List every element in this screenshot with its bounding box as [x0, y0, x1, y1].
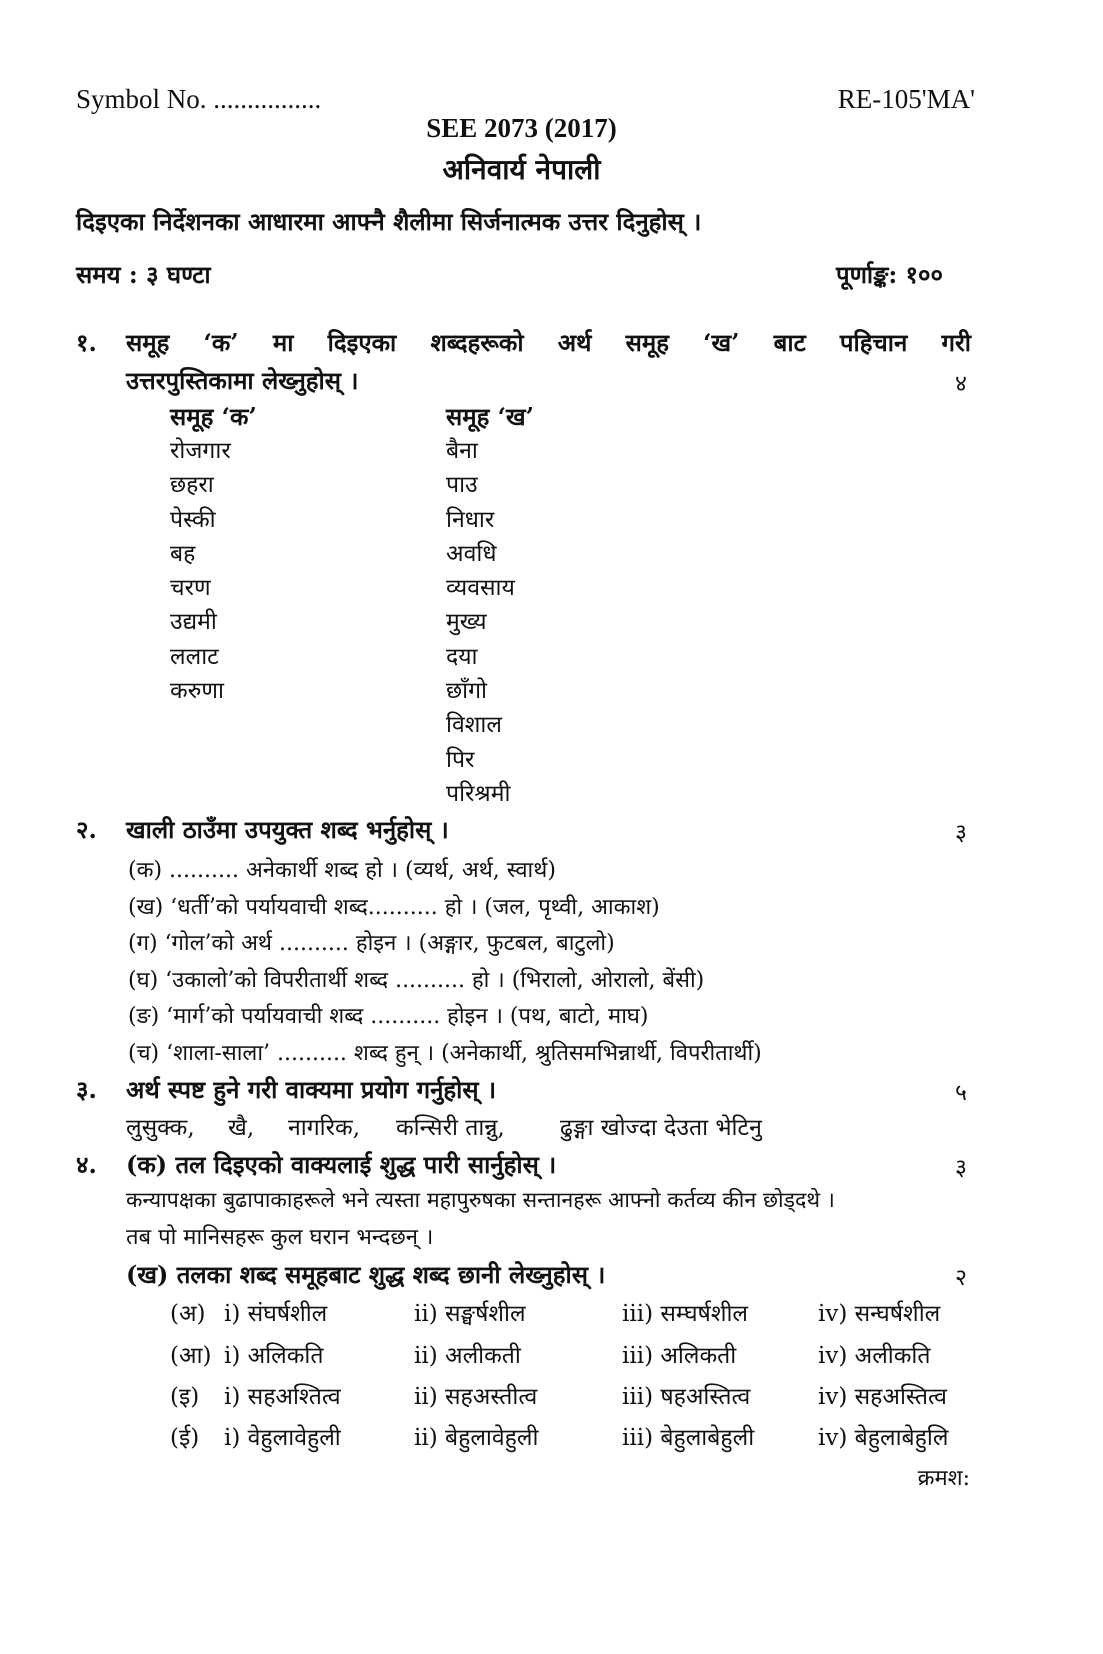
group-b-item: पाउ — [446, 472, 478, 499]
q4b-option: iv) अलीकति — [818, 1343, 931, 1369]
group-b-list — [446, 434, 515, 811]
group-b-item: पिर — [446, 746, 475, 773]
group-a-title: समूह ‘क’ — [170, 402, 257, 431]
continued-note: क्रमश: — [917, 1466, 970, 1491]
group-a-item: बह — [170, 540, 196, 567]
group-b-item: व्यवसाय — [446, 575, 515, 602]
group-b-item: बैना — [446, 438, 478, 464]
q4-number: ४. — [76, 1150, 97, 1179]
q4b-option: iii) बेहुलाबेहुली — [622, 1425, 755, 1451]
q4a-title: (क) तल दिइएको वाक्यलाई शुद्ध पारी सार्नुहोस् । — [126, 1150, 557, 1179]
time-allowed: समय : ३ घण्टा — [76, 260, 211, 289]
full-marks: पूर्णाङ्क: १०० — [835, 260, 943, 289]
q4b-option: iii) षहअस्तित्व — [622, 1384, 751, 1410]
q2-text: खाली ठाउँमा उपयुक्त शब्द भर्नुहोस् । — [126, 815, 449, 844]
q4b-option: iv) सन्घर्षशील — [818, 1301, 941, 1327]
q2-item: (घ) ‘उकालो’को विपरीतार्थी शब्द .......... हो । (भिरालो, ओरालो, बेंसी) — [128, 967, 705, 993]
group-a-item: पेस्की — [170, 506, 216, 533]
q3-text: अर्थ स्पष्ट हुने गरी वाक्यमा प्रयोग गर्नुहोस् । — [126, 1075, 497, 1104]
group-a-item: चरण — [170, 575, 211, 602]
subject-title: अनिवार्य नेपाली — [442, 153, 601, 186]
group-a-item: उद्यमी — [170, 609, 217, 636]
group-b-title: समूह ‘ख’ — [446, 402, 535, 431]
q4b-option: ii) बेहुलावेहुली — [414, 1425, 539, 1451]
q2-item: (ख) ‘धर्ती’को पर्यायवाची शब्द.......... हो । (जल, पृथ्वी, आकाश) — [128, 894, 660, 920]
q2-item: (ग) ‘गोल’को अर्थ .......... होइन । (अङ्गार, फुटबल, बाटुलो) — [128, 931, 615, 957]
group-b-item: दया — [446, 643, 478, 670]
group-b-item: निधार — [446, 506, 495, 533]
q3-word: लुसुक्क, — [126, 1115, 195, 1141]
q2-item: (ङ) ‘मार्ग’को पर्यायवाची शब्द .......... होइन । (पथ, बाटो, माघ) — [128, 1004, 649, 1030]
q4b-row-label: (आ) — [170, 1343, 212, 1369]
q4b-title: (ख) तलका शब्द समूहबाट शुद्ध शब्द छानी लेख्नुहोस् । — [126, 1260, 606, 1289]
q4b-marks: २ — [955, 1265, 967, 1291]
general-instruction: दिइएका निर्देशनका आधारमा आफ्नै शैलीमा सिर्जनात्मक उत्तर दिनुहोस् । — [76, 207, 702, 236]
group-a-item: रोजगार — [170, 438, 231, 464]
q3-word: ढुङ्गा खोज्दा देउता भेटिनु — [560, 1115, 762, 1141]
q1-number: १. — [76, 328, 97, 357]
q3-word: नागरिक, — [288, 1115, 361, 1141]
exam-title: SEE 2073 (2017) — [426, 113, 617, 143]
group-b-item: मुख्य — [446, 609, 487, 636]
q4b-option: i) वेहुलावेहुली — [224, 1425, 341, 1451]
q3-number: ३. — [76, 1075, 97, 1104]
q4b-row-label: (इ) — [170, 1384, 200, 1410]
q1-text-line2: उत्तरपुस्तिकामा लेख्नुहोस् । — [126, 366, 359, 395]
group-a-list — [170, 434, 231, 708]
group-b-item: अवधि — [446, 540, 497, 567]
q4b-option: ii) सङ्घर्षशील — [414, 1301, 526, 1327]
group-b-item: परिश्रमी — [446, 780, 511, 807]
q4b-row-label: (ई) — [170, 1425, 200, 1451]
group-b-item: छाँगो — [446, 678, 487, 705]
q4b-option: i) अलिकति — [224, 1343, 324, 1369]
q3-word: खै, — [228, 1115, 255, 1141]
q4b-option: iii) सम्घर्षशील — [622, 1301, 749, 1327]
q4b-option: iii) अलिकती — [622, 1343, 737, 1369]
q2-marks: ३ — [955, 820, 967, 846]
group-a-item: ललाट — [170, 643, 219, 670]
q4a-sentence-line1: कन्यापक्षका बुढापाकाहरूले भने त्यस्ता महापुरुषका सन्तानहरू आफ्नो कर्तव्य कीन छोड्दथे । — [126, 1188, 835, 1213]
q2-item: (च) ‘शाला-साला’ .......... शब्द हुन् । (अनेकार्थी, श्रुतिसमभिन्नार्थी, विपरीतार्थी) — [128, 1040, 762, 1066]
q4b-option: i) संघर्षशील — [224, 1301, 328, 1327]
group-a-item: करुणा — [170, 678, 225, 705]
symbol-number: Symbol No. ................ — [76, 84, 322, 114]
q4b-option: iv) सहअस्तित्व — [818, 1384, 947, 1410]
paper-code: RE-105'MA' — [837, 84, 975, 114]
q2-items — [128, 853, 762, 1073]
q3-word: कन्सिरी तान्नु, — [396, 1115, 505, 1141]
q1-marks: ४ — [955, 371, 967, 397]
q2-number: २. — [76, 815, 97, 844]
q4b-option: i) सहअश्तित्व — [224, 1384, 341, 1410]
group-b-item: विशाल — [446, 712, 502, 739]
group-a-item: छहरा — [170, 472, 214, 499]
q4b-row-label: (अ) — [170, 1301, 206, 1327]
q4b-option: iv) बेहुलाबेहुलि — [818, 1425, 949, 1451]
q4b-option: ii) सहअस्तीत्व — [414, 1384, 538, 1410]
q1-text-line1: समूह ‘क’ मा दिइएका शब्दहरूको अर्थ समूह ‘ख’ बाट पहिचान गरी — [126, 328, 971, 357]
q2-item: (क) .......... अनेकार्थी शब्द हो । (व्यर्थ, अर्थ, स्वार्थ) — [128, 858, 556, 883]
q4a-sentence-line2: तब पो मानिसहरू कुल घरान भन्दछन् । — [126, 1225, 434, 1250]
q3-marks: ५ — [955, 1080, 967, 1106]
q4b-option: ii) अलीकती — [414, 1343, 521, 1369]
q4a-marks: ३ — [955, 1155, 967, 1181]
